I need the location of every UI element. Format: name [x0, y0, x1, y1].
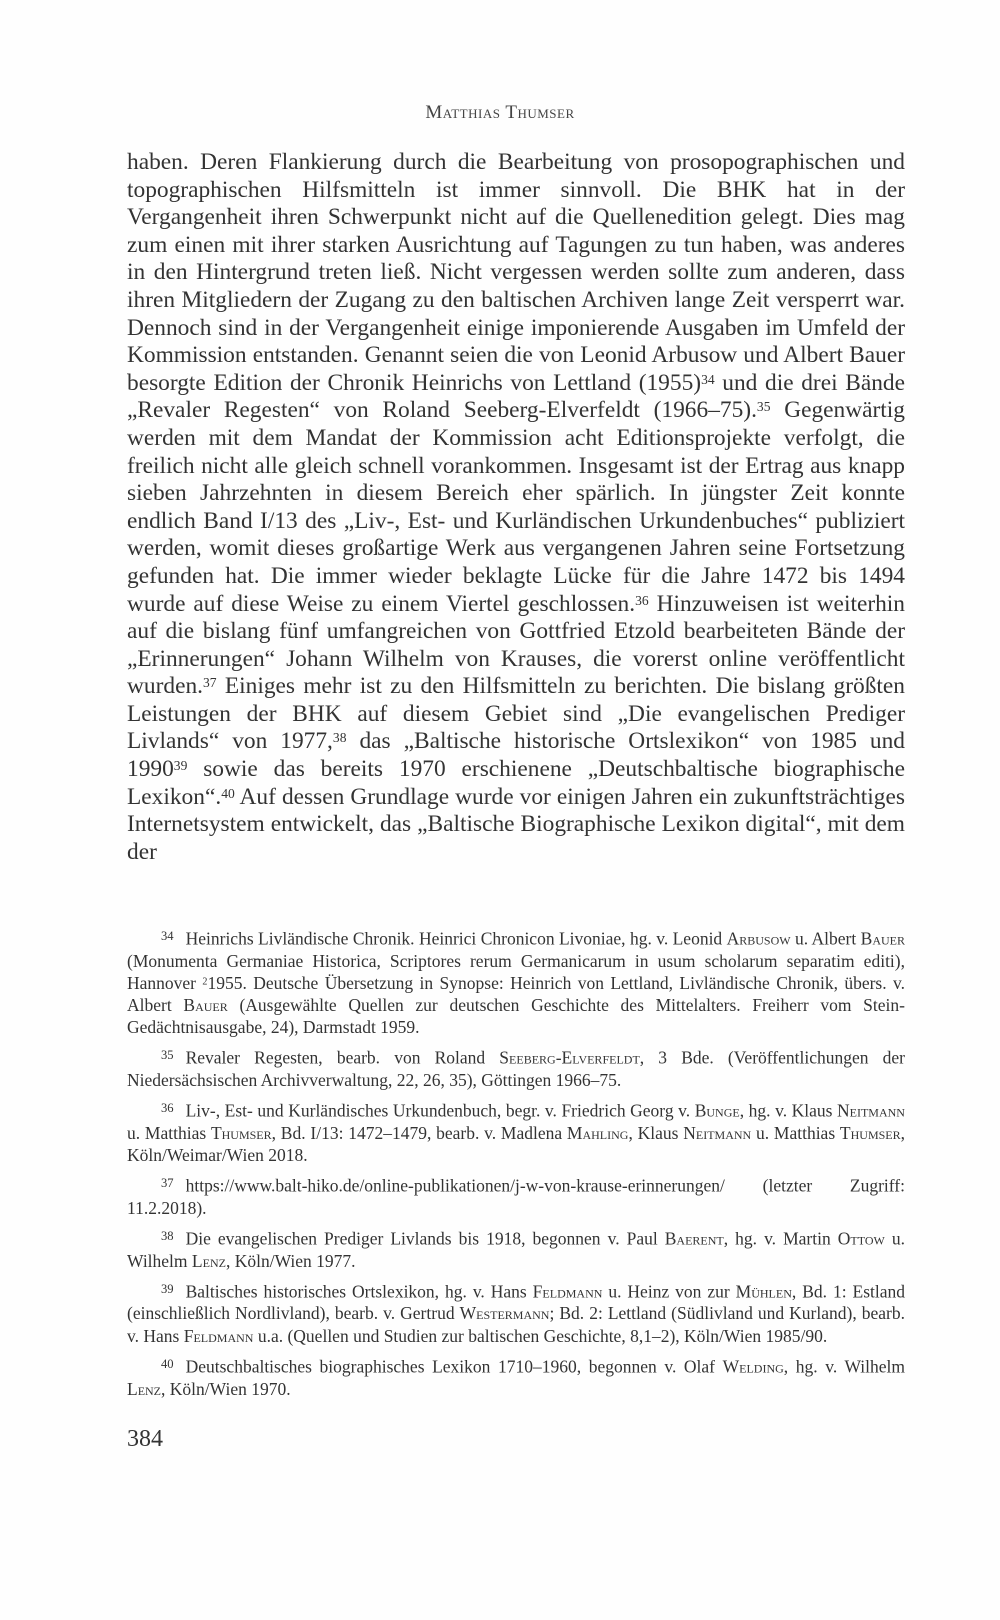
footnote-text: Liv-, Est- und Kurländisches Urkundenbuch, begr. v. Friedrich Georg v.: [185, 1100, 695, 1121]
footnote-author-name: Mühlen: [735, 1281, 792, 1302]
footnote-text: u. Heinz von zur: [602, 1281, 736, 1302]
footnote-author-name: Westermann: [459, 1303, 550, 1324]
footnote-text: (Ausgewählte Quellen zur deutschen Geschichte des Mittelalters. Freiherr vom Stein-Gedächtnisausgabe, 24), Darmstadt 1959.: [127, 995, 905, 1038]
body-text: das „Baltische historische Ortslexikon“ von 1985 und 1990: [127, 728, 905, 783]
footnote-number: 37: [161, 1176, 174, 1191]
body-superscript: 38: [332, 730, 347, 746]
footnote-text: , Bd. I/13: 1472–1479, bearb. v. Madlena: [271, 1122, 567, 1143]
body-superscript: 40: [221, 785, 235, 801]
footnote-text: u. Matthias: [127, 1122, 211, 1143]
body-superscript: 37: [203, 675, 217, 691]
page-number: 384: [127, 1426, 163, 1452]
footnote-author-name: Seeberg-Elverfeldt: [499, 1047, 640, 1068]
footnote-36: [127, 1097, 905, 1166]
footnote-number: 40: [161, 1356, 174, 1371]
footnote-text: , Köln/Wien 1977.: [225, 1250, 356, 1271]
footnote-text: , Köln/Weimar/Wien 2018.: [127, 1122, 905, 1166]
body-superscript: 34: [701, 371, 715, 387]
footnote-40: [127, 1353, 905, 1400]
footnote-author-name: Bauer: [860, 928, 905, 949]
footnote-text: , hg. v. Klaus: [739, 1100, 838, 1121]
footnote-number: 34: [161, 929, 174, 943]
footnote-text: Revaler Regesten, bearb. von Roland: [185, 1047, 500, 1068]
footnote-text: Deutschbaltisches biographisches Lexikon 1710–1960, begonnen v. Olaf: [185, 1356, 723, 1377]
footnote-text: , Klaus: [628, 1122, 684, 1143]
body-text: Auf dessen Grundlage wurde vor einigen Jahren ein zukunftsträchtiges Internetsystem entwickelt, das „Baltische Biographische Lexikon digital“, mit dem der: [127, 783, 905, 865]
footnote-number: 35: [161, 1048, 174, 1063]
footnote-author-name: Thumser: [210, 1122, 272, 1143]
footnote-author-name: Bauer: [183, 995, 228, 1016]
footnotes-section: [127, 925, 905, 1406]
main-paragraph: [127, 149, 905, 866]
body-text: Gegenwärtig werden mit dem Mandat der Kommission acht Editionsprojekte verfolgt, die freilich nicht alle gleich schnell vorankommen. Insgesamt ist der Ertrag aus knapp sieben Jahrzehnten in diesem Bereich eher spärlich. In jüngster Zeit konnte endlich Band I/13 des „Liv-, Est- und Kurländischen Urkundenbuches“ publiziert werden, womit dieses großartige Werk aus vergangenen Jahren seine Fortsetzung gefunden hat. Die immer wieder beklagte Lücke für die Jahre 1472 bis 1494 wurde auf diese Weise zu einem Viertel geschlossen.: [127, 397, 905, 617]
footnote-text: ; Bd. 2: Lettland (Südlivland und Kurland), bearb. v. Hans: [127, 1303, 905, 1346]
footnote-author-name: Neitmann: [683, 1122, 752, 1143]
footnote-author-name: Lenz: [127, 1378, 162, 1399]
body-text: haben. Deren Flankierung durch die Bearbeitung von prosopographischen und topographischen Hilfsmitteln ist immer sinnvoll. Die BHK hat in der Vergangenheit ihren Schwerpunkt nicht auf die Quellenedition gelegt. Dies mag zum einen mit ihrer starken Ausrichtung auf Tagungen zu tun haben, was anderes in den Hintergrund treten ließ. Nicht vergessen werden sollte zum anderen, dass ihren Mitgliedern der Zugang zu den baltischen Archiven lange Zeit versperrt war. Dennoch sind in der Vergangenheit einige imponierende Ausgaben im Umfeld der Kommission entstanden. Genannt seien die von Leonid Arbusow und Albert Bauer besorgte Edition der Chronik Heinrichs von Lettland (1955): [127, 149, 905, 396]
footnote-text: , hg. v. Wilhelm: [783, 1356, 905, 1377]
footnote-author-name: Neitmann: [837, 1100, 905, 1121]
footnote-38: [127, 1225, 905, 1272]
footnote-author-name: Thumser: [839, 1122, 901, 1143]
footnote-text: , Köln/Wien 1970.: [161, 1378, 291, 1399]
footnote-author-name: Lenz: [191, 1250, 226, 1271]
footnote-text: , hg. v. Martin: [723, 1228, 838, 1249]
footnote-text: , Bd. 1: Estland (einschließlich Nordlivland), bearb. v. Gertrud: [127, 1281, 905, 1324]
footnote-39: [127, 1278, 905, 1347]
body-text: und die drei Bände „Revaler Regesten“ von Roland Seeberg-Elverfeldt (1966–75).: [127, 369, 905, 424]
footnote-text: Die evangelischen Prediger Livlands bis 1918, begonnen v. Paul: [185, 1228, 665, 1249]
running-head: Matthias Thumser: [425, 102, 575, 123]
footnote-text: https://www.balt-hiko.de/online-publikationen/j-w-von-krause-erinnerungen/ (letzter Zugriff: 11.2.2018).: [127, 1175, 905, 1218]
footnote-author-name: Baerent: [664, 1228, 724, 1249]
footnote-text: u. Wilhelm: [127, 1228, 906, 1271]
footnote-text: , 3 Bde. (Veröffentlichungen der Niedersächsischen Archivverwaltung, 22, 26, 35), Göttingen 1966–75.: [127, 1047, 905, 1091]
footnote-text: Baltisches historisches Ortslexikon, hg. v. Hans: [185, 1281, 533, 1302]
footnote-superscript: 2: [202, 976, 208, 988]
footnote-number: 36: [161, 1101, 174, 1116]
footnote-author-name: Feldmann: [183, 1325, 254, 1346]
footnote-text: (Monumenta Germaniae Historica, Scriptores rerum Germanicarum in usum scholarum separatim editi), Hannover: [127, 950, 905, 993]
footnote-author-name: Feldmann: [532, 1281, 603, 1302]
footnote-author-name: Mahling: [566, 1122, 629, 1143]
footnote-text: Heinrichs Livländische Chronik. Heinrici Chronicon Livoniae, hg. v. Leonid: [185, 928, 727, 949]
body-text: sowie das bereits 1970 erschienene „Deutschbaltische biographische Lexikon“.: [127, 756, 905, 810]
footnote-text: u.a. (Quellen und Studien zur baltischen Geschichte, 8,1–2), Köln/Wien 1985/90.: [253, 1325, 828, 1346]
footnote-text: 1955. Deutsche Übersetzung in Synopse: Heinrich von Lettland, Livländische Chronik, übers. v. Albert: [127, 972, 905, 1016]
body-superscript: 35: [756, 399, 771, 415]
footnote-37: [127, 1172, 905, 1219]
footnote-text: u. Albert: [790, 928, 861, 949]
body-superscript: 36: [635, 592, 649, 608]
footnote-author-name: Bunge: [694, 1100, 740, 1121]
footnote-author-name: Welding: [722, 1356, 784, 1377]
footnote-number: 39: [161, 1281, 174, 1296]
footnote-text: u. Matthias: [751, 1122, 840, 1143]
footnote-author-name: Arbusow: [726, 928, 791, 949]
footnote-34: [127, 925, 905, 1038]
footnote-35: [127, 1044, 905, 1091]
body-text: Hinzuweisen ist weiterhin auf die bislang fünf umfangreichen von Gottfried Etzold bearbeiteten Bände der „Erinnerungen“ Johann Wilhelm von Krauses, die vorerst online veröffentlicht wurden.: [127, 590, 906, 700]
body-text: Einiges mehr ist zu den Hilfsmitteln zu berichten. Die bislang größten Leistungen der BHK auf diesem Gebiet sind „Die evangelischen Prediger Livlands“ von 1977,: [127, 673, 905, 755]
footnote-author-name: Ottow: [837, 1228, 885, 1249]
body-superscript: 39: [173, 757, 188, 773]
footnote-number: 38: [161, 1229, 174, 1244]
